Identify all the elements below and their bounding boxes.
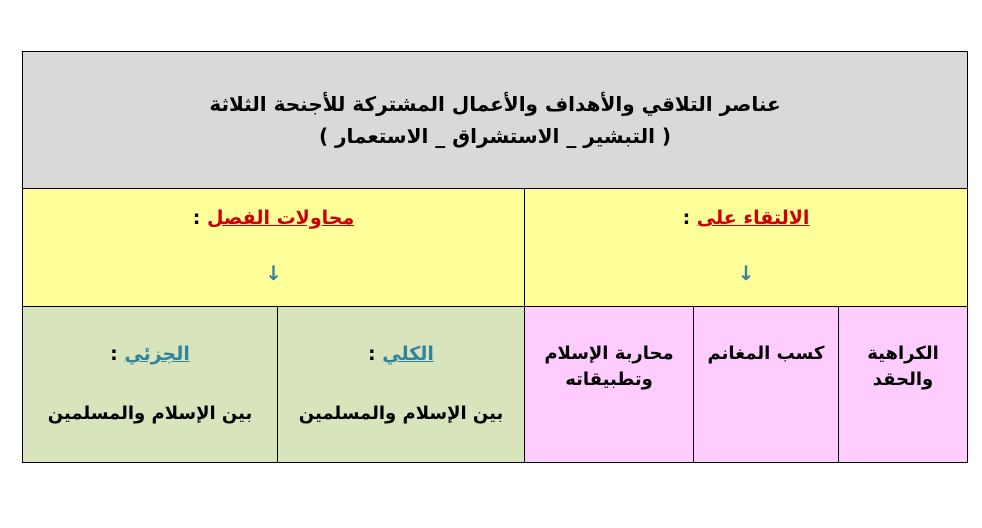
item-partial-label xyxy=(23,343,277,365)
title-line-2: ( التبشير _ الاستشراق _ الاستعمار ) xyxy=(318,124,672,148)
item-total-text: بين الإسلام والمسلمين xyxy=(298,403,504,424)
item-total-label xyxy=(278,343,524,365)
convergence-label-colon: : xyxy=(682,207,697,229)
separation-label-colon: : xyxy=(192,207,207,229)
convergence-label-text: الالتقاء على xyxy=(696,207,810,229)
item-total-label-colon: : xyxy=(368,343,383,365)
arrow-down-icon: ↓ xyxy=(737,261,755,285)
item-total-separation xyxy=(277,306,525,463)
separation-label-text: محاولات الفصل xyxy=(206,207,355,229)
item-hatred-line-1: الكراهية xyxy=(867,343,939,364)
item-total-label-text: الكلي xyxy=(382,343,434,365)
item-fighting-islam-line-1: محاربة الإسلام xyxy=(544,343,674,364)
convergence-label xyxy=(525,207,967,229)
arrow-down-icon: ↓ xyxy=(265,261,282,285)
separation-label xyxy=(23,207,524,229)
item-fighting-islam-line-2: وتطبيقاته xyxy=(565,369,653,390)
item-partial-label-text: الجزئي xyxy=(124,343,190,365)
title-line-1: عناصر التلاقي والأهداف والأعمال المشتركة للأجنحة الثلاثة xyxy=(209,92,781,116)
item-fighting-islam-text xyxy=(525,341,693,393)
convergence-header xyxy=(524,188,968,307)
item-fighting-islam xyxy=(524,306,694,463)
item-gains-line-1: كسب المغانم xyxy=(707,343,825,364)
item-hatred xyxy=(838,306,968,463)
item-hatred-line-2: والحقد xyxy=(872,369,934,390)
item-gains xyxy=(693,306,839,463)
title-box xyxy=(22,51,968,189)
item-hatred-text xyxy=(839,341,967,393)
item-partial-label-colon: : xyxy=(110,343,125,365)
item-gains-text xyxy=(694,341,838,367)
item-partial-text: بين الإسلام والمسلمين xyxy=(47,403,253,424)
item-partial-separation xyxy=(22,306,278,463)
separation-header xyxy=(22,188,525,307)
